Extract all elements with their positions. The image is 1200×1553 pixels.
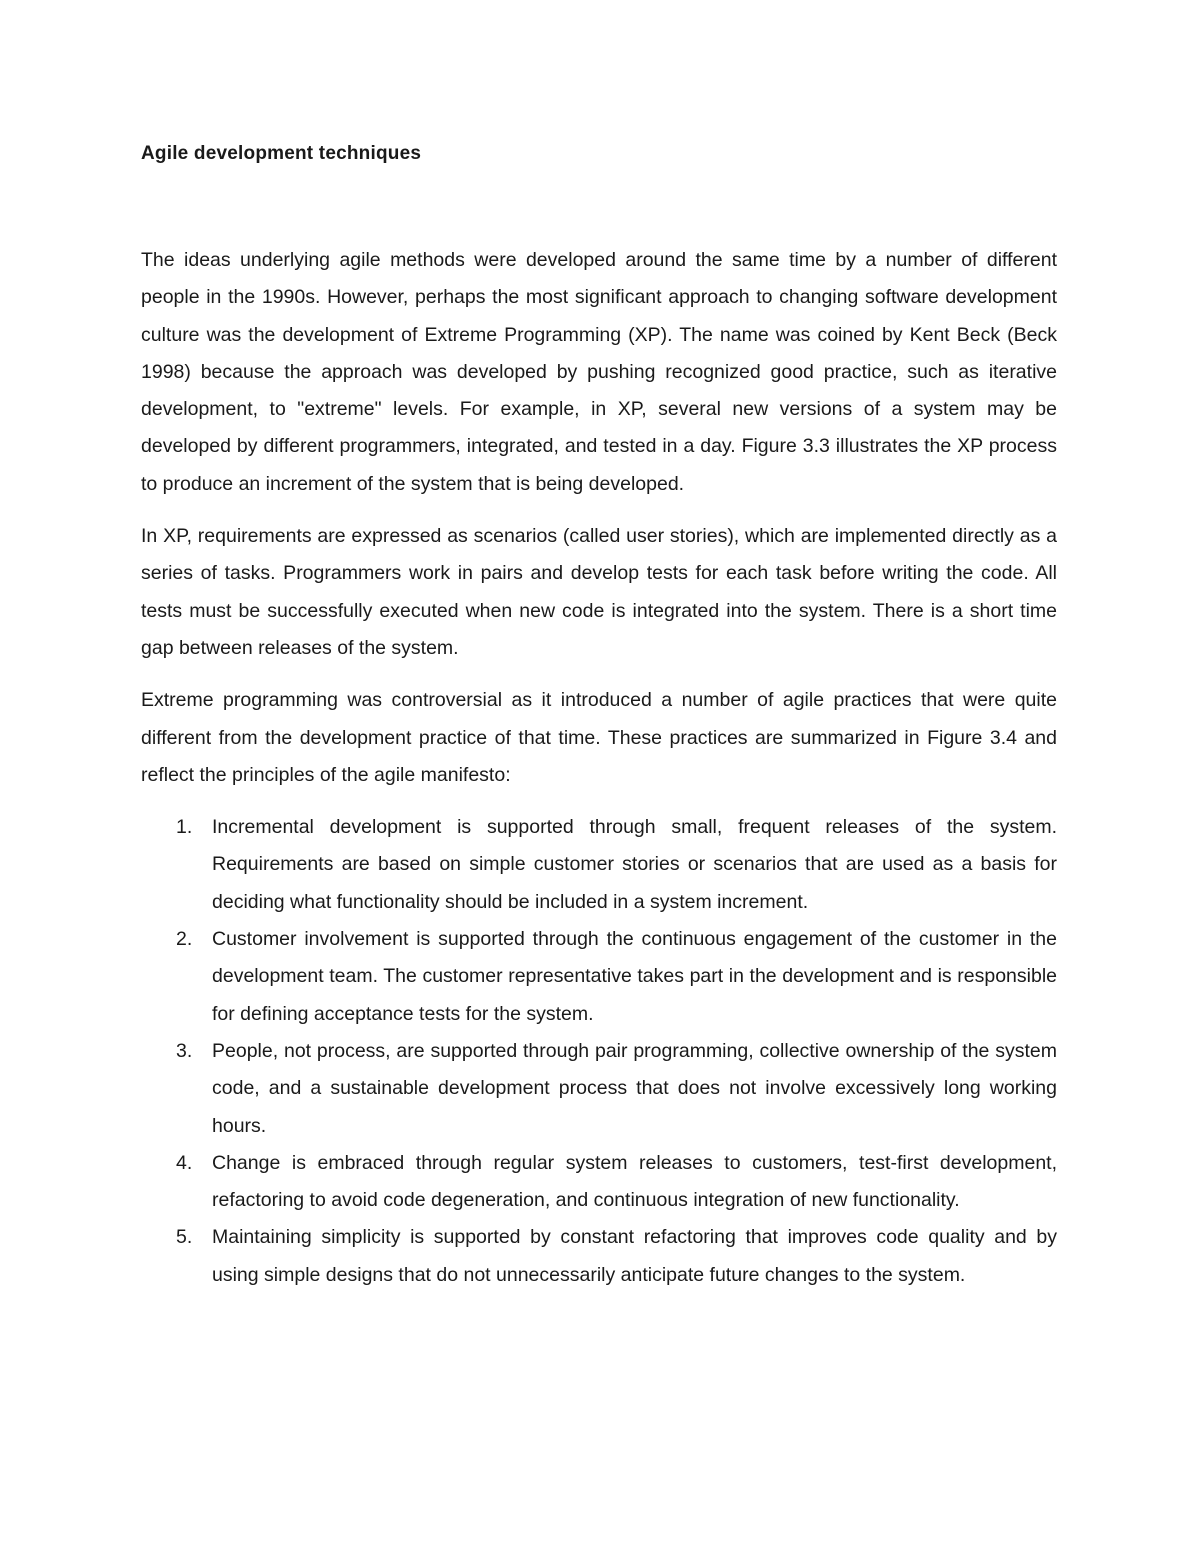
list-item-text: Maintaining simplicity is supported by constant refactoring that improves code quality and by using simple designs that do not unnecessarily anticipate future changes to the system. bbox=[212, 1226, 1057, 1286]
list-item-text: Change is embraced through regular system releases to customers, test-first development, refactoring to avoid code degeneration, and continuous integration of new functionality. bbox=[212, 1151, 1057, 1212]
paragraph-requirements: In XP, requirements are expressed as scenarios (called user stories), which are implemented directly as a series of tasks. Programmers work in pairs and develop tests for each task before writing the code. All tests must be successfully executed when new code is integrated into the system. There is a short time gap between releases of the system. bbox=[141, 525, 1057, 659]
list-item-text: People, not process, are supported through pair programming, collective ownership of the system code, and a sustainable development process that does not involve excessively long working hours. bbox=[212, 1039, 1057, 1137]
list-item bbox=[141, 809, 1057, 921]
list-item-number: 5. bbox=[176, 1226, 193, 1249]
list-item bbox=[141, 1219, 1057, 1294]
list-item-text: Customer involvement is supported through the continuous engagement of the customer in the development team. The customer representative takes part in the development and is responsible for defining acceptance tests for the system. bbox=[212, 928, 1057, 1025]
list-item bbox=[141, 921, 1057, 1033]
list-item bbox=[141, 1145, 1057, 1220]
paragraph-practices-intro: Extreme programming was controversial as it introduced a number of agile practices that were quite different from the development practice of that time. These practices are summarized in Figure 3.4 and reflect the principles of the agile manifesto: bbox=[141, 689, 1057, 786]
list-item-number: 3. bbox=[176, 1039, 193, 1062]
list-item bbox=[141, 1033, 1057, 1145]
paragraph-intro: The ideas underlying agile methods were developed around the same time by a number of different people in the 1990s. However, perhaps the most significant approach to changing software development culture was the development of Extreme Programming (XP). The name was coined by Kent Beck (Beck 1998) because the approach was developed by pushing recognized good practice, such as iterative development, to "extreme" levels. For example, in XP, several new versions of a system may be developed by different programmers, integrated, and tested in a day. Figure 3.3 illustrates the XP process to produce an increment of the system that is being developed. bbox=[141, 249, 1057, 495]
list-item-number: 4. bbox=[176, 1151, 193, 1174]
list-item-text: Incremental development is supported through small, frequent releases of the system. Requirements are based on simple customer stories or scenarios that are used as a basis for deciding what functionality should be included in a system increment. bbox=[212, 816, 1057, 913]
practices-list bbox=[141, 809, 1057, 1294]
list-item-number: 2. bbox=[176, 928, 193, 951]
list-item-number: 1. bbox=[176, 816, 193, 839]
document-title: Agile development techniques bbox=[141, 143, 422, 164]
document-body bbox=[141, 242, 1057, 1294]
